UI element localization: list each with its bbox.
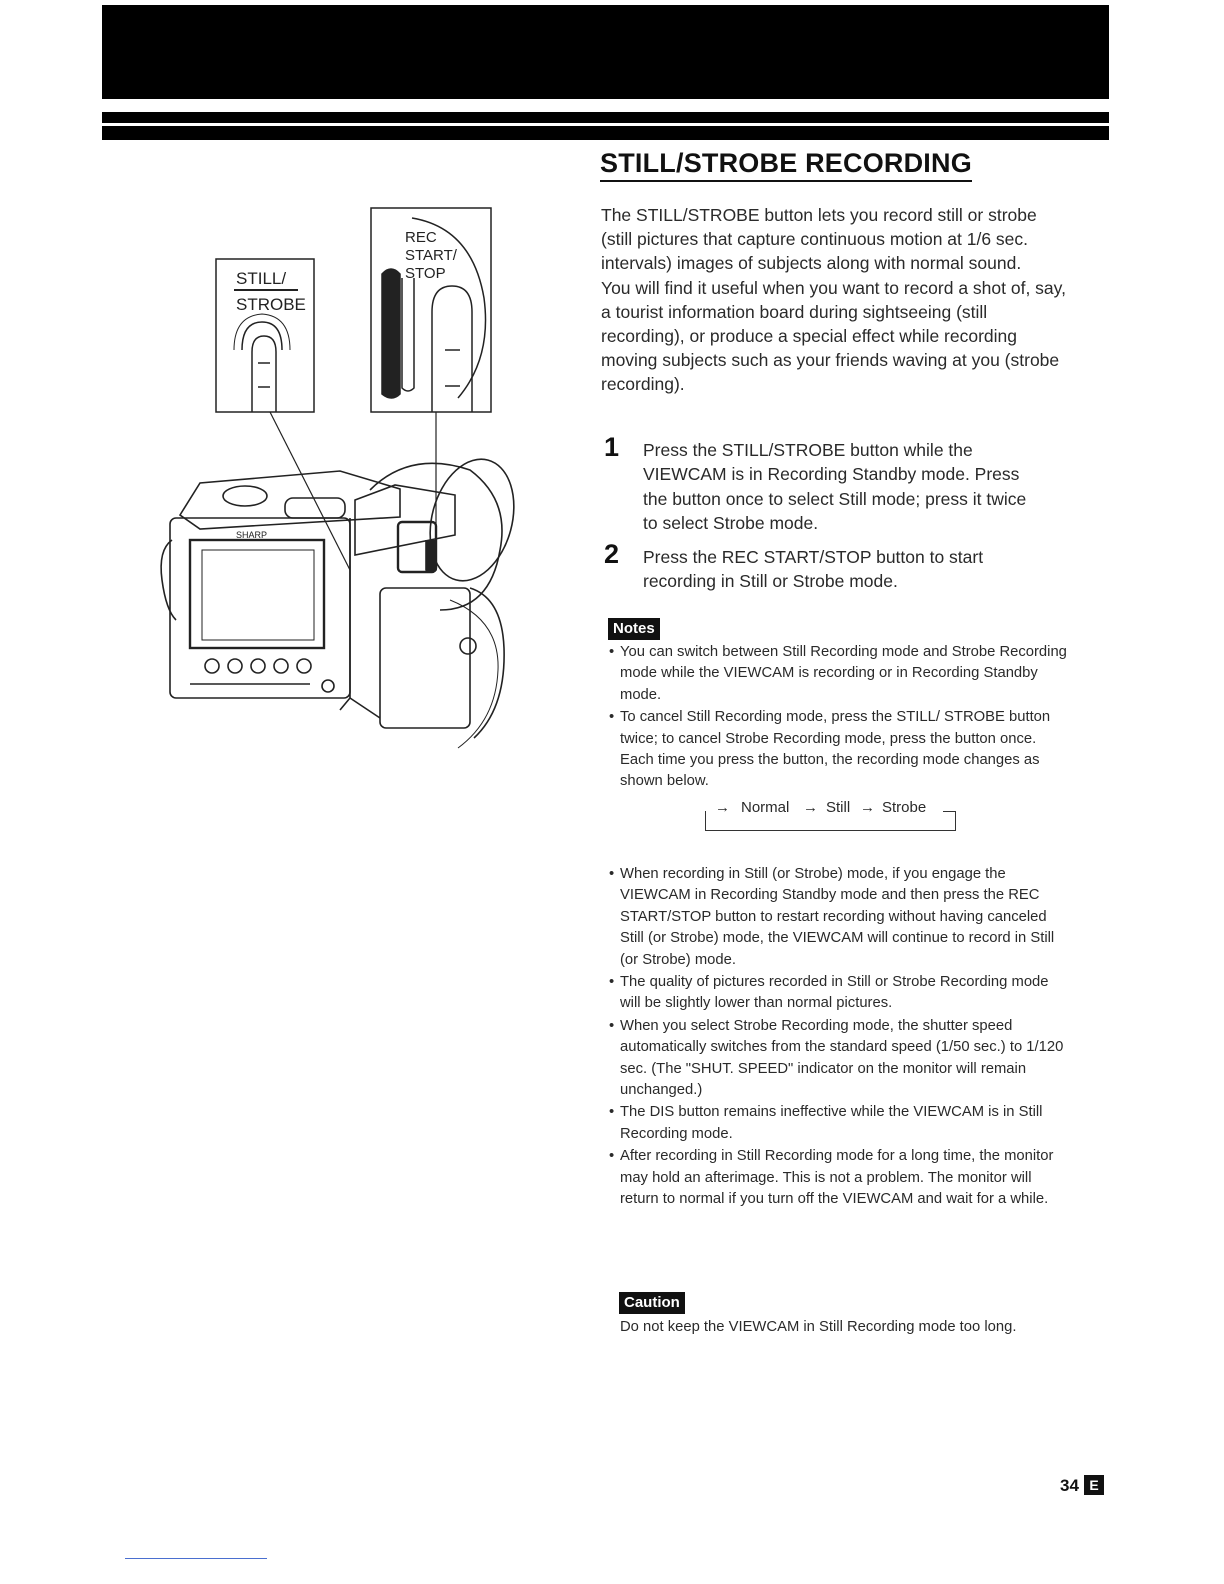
page-language-badge: E	[1084, 1475, 1104, 1495]
header-band	[102, 5, 1109, 99]
caution-badge: Caution	[619, 1292, 685, 1314]
cycle-strobe: Strobe	[882, 799, 927, 816]
page-number: 34	[1060, 1476, 1079, 1495]
note-item: • You can switch between Still Recording mode and Strobe Recording mode while the VIEWCAM is recording or in Recording Standby mode.	[608, 642, 1068, 706]
mode-cycle-diagram	[705, 799, 960, 839]
note-item: • To cancel Still Recording mode, press the STILL/ STROBE button twice; to cancel Strobe Recording mode, press the button once. Each time you press the button, the recording mode changes as shown below.	[608, 707, 1068, 793]
header-rule	[102, 112, 1109, 140]
note-item: • When recording in Still (or Strobe) mode, if you engage the VIEWCAM in Recording Standby mode and then press the REC START/STOP button to restart recording without having canceled Still (or Strobe) mode, the VIEWCAM will continue to record in Still (or Strobe) mode.	[608, 864, 1066, 971]
cycle-line	[705, 830, 955, 831]
notes-badge: Notes	[608, 618, 660, 640]
strobe-label: STROBE	[236, 295, 306, 314]
step-number: 1	[604, 432, 620, 462]
note-item: • When you select Strobe Recording mode, the shutter speed automatically switches from the standard speed (1/50 sec.) to 1/120 sec. (The "SHUT. SPEED" indicator on the monitor will remain unchanged.)	[608, 1016, 1066, 1102]
cycle-arrow: →	[860, 799, 875, 816]
intro-paragraph: The STILL/STROBE button lets you record still or strobe (still pictures that capture continuous motion at 1/6 sec. intervals) images of subjects along with normal sound.	[601, 205, 1037, 274]
step-text: Press the STILL/STROBE button while the VIEWCAM is in Recording Standby mode. Press the button once to select Still mode; press it twice to select Strobe mode.	[643, 440, 1027, 533]
cycle-arrow: →	[715, 799, 730, 816]
rec-label: REC	[405, 229, 437, 246]
intro-paragraph: You will find it useful when you want to record a shot of, say, a tourist information board during sightseeing (still recording), or produce a special effect while recording moving subjects such as your friends waving at you (strobe recording).	[601, 277, 1066, 395]
camcorder-body	[161, 450, 527, 748]
brand-label: SHARP	[236, 530, 268, 540]
start-label: START/	[405, 247, 457, 264]
steps-list	[603, 432, 1043, 604]
cycle-line	[943, 811, 956, 812]
note-item: • After recording in Still Recording mode for a long time, the monitor may hold an afterimage. This is not a problem. The monitor will return to normal if you turn off the VIEWCAM and wait for a while.	[608, 1146, 1066, 1210]
cycle-still: Still	[826, 799, 851, 816]
note-item: • The quality of pictures recorded in Still or Strobe Recording mode will be slightly lower than normal pictures.	[608, 972, 1066, 1015]
step-number: 2	[604, 539, 620, 570]
step-text: Press the REC START/STOP button to start recording in Still or Strobe mode.	[643, 547, 984, 592]
stop-label: STOP	[405, 265, 446, 282]
intro-text	[601, 203, 1071, 397]
footer-line	[125, 1558, 267, 1559]
notes-list	[608, 642, 1068, 794]
cycle-line	[955, 811, 956, 831]
step-item	[603, 432, 1043, 535]
step-item	[603, 539, 1043, 594]
page-title: STILL/STROBE RECORDING	[600, 148, 972, 182]
camcorder-illustration	[150, 200, 530, 760]
cycle-arrow: →	[803, 799, 818, 816]
caution-text: Do not keep the VIEWCAM in Still Recording mode too long.	[620, 1319, 1017, 1335]
cycle-line	[705, 811, 706, 831]
still-label: STILL/	[236, 269, 287, 288]
note-item: • The DIS button remains ineffective while the VIEWCAM is in Still Recording mode.	[608, 1102, 1066, 1145]
cycle-normal: Normal	[741, 799, 790, 816]
notes-list-continued	[608, 864, 1066, 1212]
